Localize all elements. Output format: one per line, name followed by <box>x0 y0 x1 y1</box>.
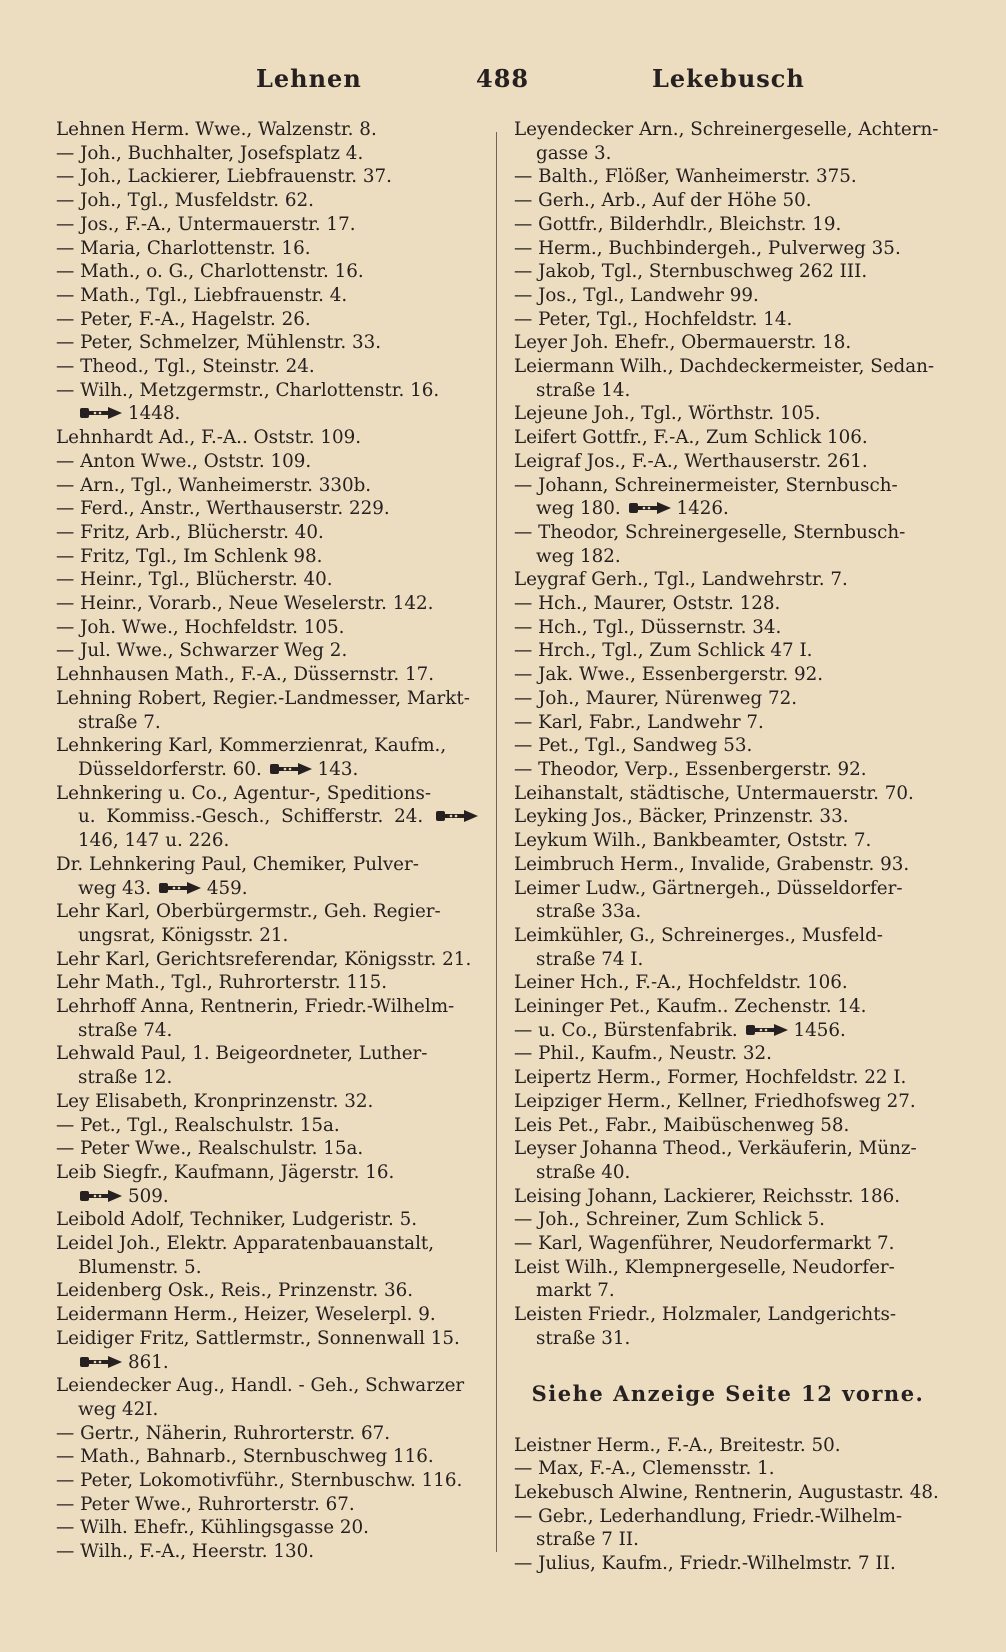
directory-entry <box>514 355 942 402</box>
entry-text: Lehnkering u. Co., Agentur-, Speditions- <box>56 782 432 804</box>
column-divider <box>496 132 497 1552</box>
directory-entry <box>514 189 942 213</box>
entry-continuation <box>56 877 484 901</box>
directory-entry <box>56 1469 484 1493</box>
directory-entry <box>514 521 942 568</box>
entry-text: — Theodor, Verp., Essenbergerstr. 92. <box>514 758 867 780</box>
directory-entry <box>514 592 942 616</box>
directory-entry <box>514 1208 942 1232</box>
entry-text: Leyser Johanna Theod., Verkäuferin, Münz- <box>514 1138 917 1160</box>
directory-entry <box>56 521 484 545</box>
directory-entry <box>514 1114 942 1138</box>
entry-text: Leistner Herm., F.-A., Breitestr. 50. <box>514 1434 841 1456</box>
directory-entry <box>56 189 484 213</box>
entry-text: Leininger Pet., Kaufm.. Zechenstr. 14. <box>514 996 867 1018</box>
directory-entry <box>514 971 942 995</box>
directory-entry <box>514 1552 942 1576</box>
entry-text-continued: weg 182. <box>536 545 621 567</box>
telephone-icon <box>744 1021 790 1039</box>
entry-continuation <box>56 758 484 782</box>
entry-text: — Heinr., Tgl., Blücherstr. 40. <box>56 569 333 591</box>
entry-text-continued: straße 12. <box>78 1067 173 1089</box>
entry-continuation <box>56 1185 484 1209</box>
entry-text: — Herm., Buchbindergeh., Pulverweg 35. <box>514 237 901 259</box>
directory-entry <box>514 1303 942 1350</box>
directory-entry <box>56 995 484 1042</box>
entry-text: — Fritz, Arb., Blücherstr. 40. <box>56 521 324 543</box>
entry-text: — Joh. Wwe., Hochfeldstr. 105. <box>56 616 345 638</box>
entry-text: Lehnhardt Ad., F.-A.. Oststr. 109. <box>56 427 362 449</box>
entry-continuation <box>514 497 942 521</box>
entry-text: Lehwald Paul, 1. Beigeordneter, Luther- <box>56 1043 428 1065</box>
entry-text-continued: straße 7 II. <box>536 1529 639 1551</box>
entry-text: Leigraf Jos., F.-A., Werthauserstr. 261. <box>514 450 868 472</box>
directory-entry <box>514 237 942 261</box>
directory-entry <box>56 1114 484 1138</box>
phone-number: 1456. <box>793 1019 846 1041</box>
entry-continuation <box>514 379 942 403</box>
entry-text-continued: straße 40. <box>536 1161 631 1183</box>
entry-text: Leising Johann, Lackierer, Reichsstr. 186. <box>514 1185 901 1207</box>
directory-entry <box>56 284 484 308</box>
entry-text: — Ferd., Anstr., Werthauserstr. 229. <box>56 498 390 520</box>
directory-entry <box>56 1090 484 1114</box>
directory-entry <box>514 1457 942 1481</box>
entry-text: Lehnkering Karl, Kommerzienrat, Kaufm., <box>56 735 447 757</box>
telephone-icon <box>434 807 480 825</box>
entry-text: Leiendecker Aug., Handl. - Geh., Schwarzer <box>56 1375 465 1397</box>
directory-entry <box>56 1327 484 1374</box>
directory-entry <box>514 260 942 284</box>
directory-entry <box>514 450 942 474</box>
directory-entry <box>56 165 484 189</box>
directory-entry <box>56 497 484 521</box>
directory-entry <box>514 805 942 829</box>
entry-text: — Wilh. Ehefr., Kühlingsgasse 20. <box>56 1517 369 1539</box>
entry-text: — Gerh., Arb., Auf der Höhe 50. <box>514 190 812 212</box>
directory-entry <box>56 639 484 663</box>
entry-text: — Jos., F.-A., Untermauerstr. 17. <box>56 213 356 235</box>
entry-continuation <box>56 805 484 852</box>
entry-text-continued: weg 43. <box>78 877 152 899</box>
directory-entry <box>514 426 942 450</box>
entry-text: Lehr Karl, Oberbürgermstr., Geh. Regier- <box>56 901 441 923</box>
entry-text: Leist Wilh., Klempnergeselle, Neudorfer- <box>514 1256 895 1278</box>
entry-text: — Theodor, Schreinergeselle, Sternbusch- <box>514 521 906 543</box>
directory-entry <box>56 1208 484 1232</box>
directory-entry <box>56 1540 484 1564</box>
directory-entry <box>514 663 942 687</box>
directory-entry <box>514 474 942 521</box>
entry-text: Leiermann Wilh., Dachdeckermeister, Sedan- <box>514 356 935 378</box>
entry-text: — Gottfr., Bilderhdlr., Bleichstr. 19. <box>514 213 842 235</box>
directory-entry <box>56 1279 484 1303</box>
left-column <box>56 118 484 1564</box>
directory-entry <box>514 1090 942 1114</box>
entry-text: — Joh., Tgl., Musfeldstr. 62. <box>56 190 314 212</box>
phone-number: 1426. <box>676 498 729 520</box>
entry-text: Leipertz Herm., Former, Hochfeldstr. 22 I. <box>514 1067 907 1089</box>
entry-text: — Julius, Kaufm., Friedr.-Wilhelmstr. 7 II. <box>514 1553 896 1575</box>
entry-text: — Max, F.-A., Clemensstr. 1. <box>514 1458 775 1480</box>
entry-text: — Math., Tgl., Liebfrauenstr. 4. <box>56 284 348 306</box>
header-left-keyword: Lehnen <box>256 64 362 93</box>
directory-entry <box>56 450 484 474</box>
entry-continuation <box>56 711 484 735</box>
telephone-icon <box>78 404 124 422</box>
directory-entry <box>56 545 484 569</box>
entry-text: Lehning Robert, Regier.-Landmesser, Markt- <box>56 687 470 709</box>
directory-entry <box>56 1232 484 1279</box>
entry-text: — Math., Bahnarb., Sternbuschweg 116. <box>56 1446 434 1468</box>
entry-text: — Theod., Tgl., Steinstr. 24. <box>56 356 315 378</box>
entry-text-continued: weg 180. <box>536 498 621 520</box>
directory-entry <box>514 402 942 426</box>
directory-entry <box>514 1505 942 1552</box>
entry-text: — Peter, F.-A., Hagelstr. 26. <box>56 308 311 330</box>
entry-text: Lehr Karl, Gerichtsreferendar, Königsstr. 21. <box>56 948 472 970</box>
directory-entry <box>56 1516 484 1540</box>
entry-text: — Hch., Tgl., Düssernstr. 34. <box>514 616 782 638</box>
entry-text: — Jak. Wwe., Essenbergerstr. 92. <box>514 664 824 686</box>
entry-text: Leihanstalt, städtische, Untermauerstr. 70. <box>514 782 914 804</box>
entry-text: — Wilh., F.-A., Heerstr. 130. <box>56 1541 315 1563</box>
entry-continuation <box>514 948 942 972</box>
directory-entry <box>56 948 484 972</box>
entry-text: — Peter, Lokomotivführ., Sternbuschw. 116. <box>56 1470 463 1492</box>
entry-text: — Jakob, Tgl., Sternbuschweg 262 III. <box>514 261 868 283</box>
entry-text: — Pet., Tgl., Realschulstr. 15a. <box>56 1114 340 1136</box>
entry-text: Leipziger Herm., Kellner, Friedhofsweg 27. <box>514 1090 916 1112</box>
entry-text: — Joh., Buchhalter, Josefsplatz 4. <box>56 142 364 164</box>
entry-text: Ley Elisabeth, Kronprinzenstr. 32. <box>56 1090 374 1112</box>
directory-entry <box>56 379 484 426</box>
directory-entry <box>514 1042 942 1066</box>
entry-text: — Karl, Wagenführer, Neudorfermarkt 7. <box>514 1233 895 1255</box>
directory-entry <box>514 1019 942 1043</box>
entry-text: — Peter Wwe., Realschulstr. 15a. <box>56 1138 364 1160</box>
phone-number: 143. <box>317 758 359 780</box>
directory-entry <box>56 971 484 995</box>
directory-entry <box>514 1066 942 1090</box>
entry-text: — Jul. Wwe., Schwarzer Weg 2. <box>56 640 348 662</box>
right-column <box>514 118 942 1576</box>
entry-text: — Hrch., Tgl., Zum Schlick 47 I. <box>514 640 813 662</box>
entry-continuation <box>56 1398 484 1422</box>
entry-text: — Wilh., Metzgermstr., Charlottenstr. 16. <box>56 379 440 401</box>
directory-entry <box>514 331 942 355</box>
directory-entry <box>56 1422 484 1446</box>
entry-text: — Phil., Kaufm., Neustr. 32. <box>514 1043 772 1065</box>
directory-entry <box>514 1137 942 1184</box>
entry-text: Leidermann Herm., Heizer, Weselerpl. 9. <box>56 1304 436 1326</box>
directory-entry <box>56 1493 484 1517</box>
directory-entry <box>56 355 484 379</box>
directory-entry <box>514 1185 942 1209</box>
directory-entry <box>56 331 484 355</box>
entry-text: Leygraf Gerh., Tgl., Landwehrstr. 7. <box>514 569 848 591</box>
entry-text: Leyendecker Arn., Schreinergeselle, Achtern- <box>514 119 939 140</box>
directory-entry <box>56 592 484 616</box>
entry-text: — Arn., Tgl., Wanheimerstr. 330b. <box>56 474 372 496</box>
directory-entry <box>514 165 942 189</box>
entry-text: — Jos., Tgl., Landwehr 99. <box>514 284 759 306</box>
directory-entry <box>514 687 942 711</box>
directory-entry <box>56 782 484 853</box>
directory-entry <box>56 213 484 237</box>
directory-entry <box>514 782 942 806</box>
entry-text: — u. Co., Bürstenfabrik. <box>514 1019 738 1041</box>
directory-entry <box>514 639 942 663</box>
entry-text: Lehrhoff Anna, Rentnerin, Friedr.-Wilhelm- <box>56 996 455 1018</box>
entry-continuation <box>514 1161 942 1185</box>
directory-entry <box>56 687 484 734</box>
entry-text: — Anton Wwe., Oststr. 109. <box>56 450 312 472</box>
directory-entry <box>56 426 484 450</box>
entry-text: — Heinr., Vorarb., Neue Weselerstr. 142. <box>56 593 434 615</box>
entry-text: Leis Pet., Fabr., Maibüschenweg 58. <box>514 1114 850 1136</box>
directory-entry <box>514 758 942 782</box>
entry-text: — Joh., Lackierer, Liebfrauenstr. 37. <box>56 166 392 188</box>
entry-text: — Maria, Charlottenstr. 16. <box>56 237 311 259</box>
entry-continuation <box>56 1019 484 1043</box>
header-right-keyword: Lekebusch <box>652 64 805 93</box>
entry-text: Lehr Math., Tgl., Ruhrorterstr. 115. <box>56 972 388 994</box>
directory-entry <box>514 711 942 735</box>
entry-text: Leisten Friedr., Holzmaler, Landgerichts- <box>514 1304 897 1326</box>
phone-number: 509. <box>128 1185 169 1207</box>
entry-text-continued: straße 33a. <box>536 901 642 923</box>
directory-entry <box>514 734 942 758</box>
entry-text-continued: weg 42I. <box>78 1398 159 1420</box>
directory-entry <box>56 853 484 900</box>
entry-text: Leyking Jos., Bäcker, Prinzenstr. 33. <box>514 806 849 828</box>
directory-entry <box>56 568 484 592</box>
entry-text: — Joh., Schreiner, Zum Schlick 5. <box>514 1209 825 1231</box>
entry-continuation <box>514 1327 942 1351</box>
entry-text: Lehnhausen Math., F.-A., Düssernstr. 17. <box>56 664 435 686</box>
page-number: 488 <box>476 64 530 93</box>
entry-text: — Joh., Maurer, Nürenweg 72. <box>514 687 798 709</box>
entry-continuation <box>56 1256 484 1280</box>
entry-text: Leibold Adolf, Techniker, Ludgeristr. 5. <box>56 1209 418 1231</box>
entry-text: Dr. Lehnkering Paul, Chemiker, Pulver- <box>56 853 419 875</box>
directory-entry <box>514 995 942 1019</box>
directory-entry <box>56 900 484 947</box>
directory-entry <box>514 616 942 640</box>
phone-number: 459. <box>206 877 248 899</box>
directory-entry <box>514 853 942 877</box>
entry-continuation <box>56 402 484 426</box>
directory-entry <box>514 213 942 237</box>
entry-continuation <box>514 1528 942 1552</box>
telephone-icon <box>627 499 673 517</box>
telephone-icon <box>157 879 203 897</box>
directory-entry <box>514 308 942 332</box>
directory-entry <box>514 1256 942 1303</box>
entry-text-continued: u. Kommiss.-Gesch., Schifferstr. 24. <box>78 806 424 828</box>
entry-text: — Gertr., Näherin, Ruhrorterstr. 67. <box>56 1422 391 1444</box>
entry-text: — Hch., Maurer, Oststr. 128. <box>514 593 781 615</box>
entry-text-continued: straße 14. <box>536 379 631 401</box>
directory-entry <box>56 663 484 687</box>
directory-entry <box>514 284 942 308</box>
entry-text: — Pet., Tgl., Sandweg 53. <box>514 735 753 757</box>
directory-entry <box>56 237 484 261</box>
entry-text: — Peter, Schmelzer, Mühlenstr. 33. <box>56 332 382 354</box>
entry-text-continued: straße 7. <box>78 711 161 733</box>
entry-text: — Fritz, Tgl., Im Schlenk 98. <box>56 545 323 567</box>
directory-entry <box>56 1137 484 1161</box>
directory-entry <box>56 474 484 498</box>
entry-text: Leib Siegfr., Kaufmann, Jägerstr. 16. <box>56 1161 395 1183</box>
directory-entry <box>514 118 942 165</box>
entry-text: — Johann, Schreinermeister, Sternbusch- <box>514 474 898 496</box>
entry-text-continued: gasse 3. <box>536 142 612 164</box>
directory-entry <box>514 1481 942 1505</box>
entry-text-continued: markt 7. <box>536 1280 615 1302</box>
directory-entry <box>514 568 942 592</box>
entry-text: Leiner Hch., F.-A., Hochfeldstr. 106. <box>514 972 848 994</box>
entry-continuation <box>514 545 942 569</box>
directory-entry <box>56 142 484 166</box>
telephone-icon <box>78 1187 124 1205</box>
entry-text: — Gebr., Lederhandlung, Friedr.-Wilhelm- <box>514 1505 903 1527</box>
entry-text: Lejeune Joh., Tgl., Wörthstr. 105. <box>514 403 821 425</box>
right-column-entries-after-notice <box>514 1434 942 1576</box>
directory-entry <box>56 616 484 640</box>
phone-number: 861. <box>128 1351 169 1373</box>
telephone-icon <box>78 1353 124 1371</box>
entry-text: — Balth., Flößer, Wanheimerstr. 375. <box>514 166 857 188</box>
entry-continuation <box>514 142 942 166</box>
phone-number: 146, 147 u. 226. <box>78 830 230 852</box>
directory-entry <box>56 1161 484 1208</box>
directory-entry <box>56 1374 484 1421</box>
entry-text-continued: straße 74. <box>78 1019 173 1041</box>
directory-entry <box>514 924 942 971</box>
entry-text: Leyer Joh. Ehefr., Obermauerstr. 18. <box>514 332 852 354</box>
directory-entry <box>514 829 942 853</box>
entry-continuation <box>56 924 484 948</box>
entry-continuation <box>56 1066 484 1090</box>
entry-text: — Peter Wwe., Ruhrorterstr. 67. <box>56 1493 355 1515</box>
telephone-icon <box>268 760 314 778</box>
directory-entry <box>56 1042 484 1089</box>
directory-entry <box>514 1232 942 1256</box>
entry-text: Leimbruch Herm., Invalide, Grabenstr. 93. <box>514 853 910 875</box>
directory-entry <box>56 734 484 781</box>
entry-continuation <box>56 1351 484 1375</box>
entry-text-continued: straße 74 I. <box>536 948 644 970</box>
directory-entry <box>56 1303 484 1327</box>
directory-entry <box>514 877 942 924</box>
entry-text-continued: Blumenstr. 5. <box>78 1256 202 1278</box>
entry-text: Leidenberg Osk., Reis., Prinzenstr. 36. <box>56 1280 414 1302</box>
entry-text: — Karl, Fabr., Landwehr 7. <box>514 711 764 733</box>
entry-text: Leimer Ludw., Gärtnergeh., Düsseldorfer- <box>514 877 903 899</box>
entry-text-continued: straße 31. <box>536 1327 631 1349</box>
advertisement-notice: Siehe Anzeige Seite 12 vorne. <box>531 1380 925 1406</box>
entry-text: Lekebusch Alwine, Rentnerin, Augustastr. 48. <box>514 1481 939 1503</box>
entry-text: Leimkühler, G., Schreinerges., Musfeld- <box>514 924 883 946</box>
phone-number: 1448. <box>128 403 181 425</box>
entry-text: Leifert Gottfr., F.-A., Zum Schlick 106. <box>514 427 868 449</box>
right-column-entries <box>514 118 942 1351</box>
entry-text: — Peter, Tgl., Hochfeldstr. 14. <box>514 308 793 330</box>
page-header <box>0 64 1006 104</box>
directory-entry <box>56 1445 484 1469</box>
entry-continuation <box>514 1279 942 1303</box>
entry-continuation <box>514 900 942 924</box>
directory-entry <box>514 1434 942 1458</box>
entry-text: Leidiger Fritz, Sattlermstr., Sonnenwall 15. <box>56 1327 460 1349</box>
entry-text-continued: ungsrat, Königsstr. 21. <box>78 924 289 946</box>
directory-entry <box>56 260 484 284</box>
entry-text-continued: Düsseldorferstr. 60. <box>78 758 262 780</box>
directory-entry <box>56 118 484 142</box>
entry-text: — Math., o. G., Charlottenstr. 16. <box>56 261 364 283</box>
directory-entry <box>56 308 484 332</box>
entry-text: Leidel Joh., Elektr. Apparatenbauanstalt, <box>56 1233 435 1255</box>
entry-text: Lehnen Herm. Wwe., Walzenstr. 8. <box>56 119 377 140</box>
entry-text: Leykum Wilh., Bankbeamter, Oststr. 7. <box>514 830 872 852</box>
